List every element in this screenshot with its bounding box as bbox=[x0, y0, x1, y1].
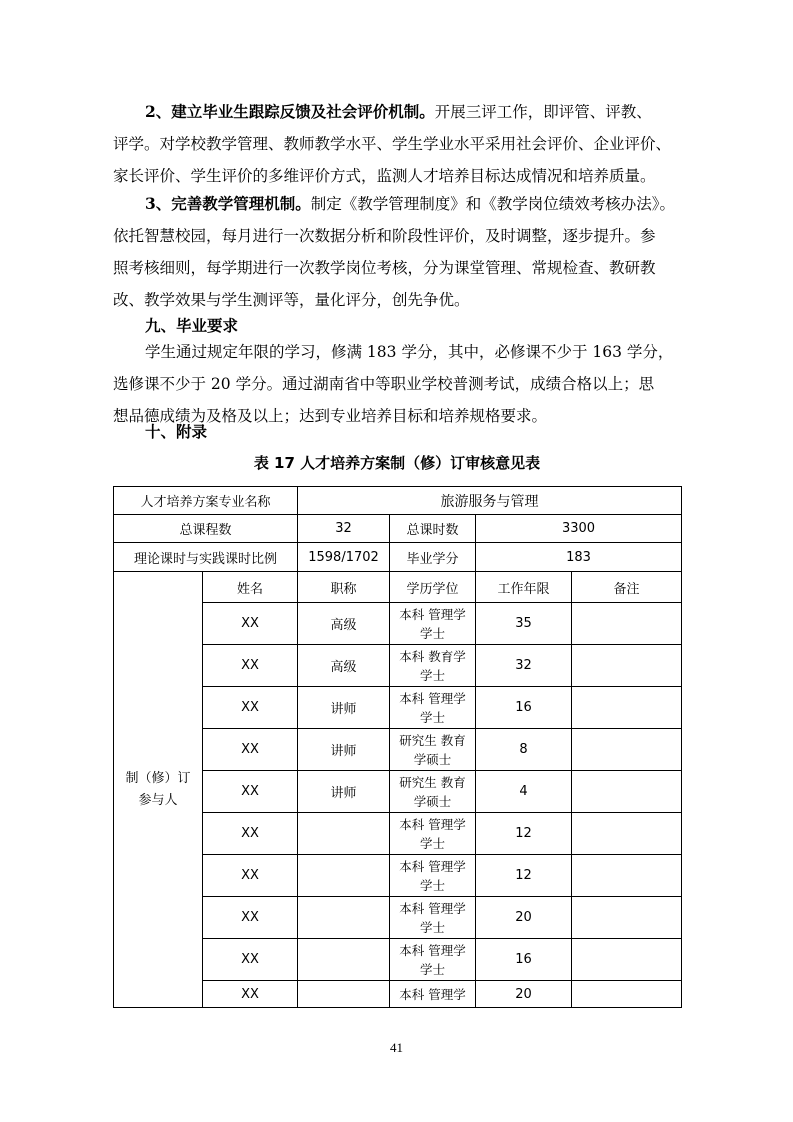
participant-name: XX bbox=[203, 981, 298, 1008]
participant-degree bbox=[390, 855, 476, 897]
participant-title: 高级 bbox=[298, 645, 390, 687]
section-3-line-2: 依托智慧校园，每月进行一次数据分析和阶段性评价，及时调整，逐步提升。参 bbox=[113, 227, 656, 245]
review-table bbox=[113, 486, 682, 1008]
participant-years: 4 bbox=[476, 771, 572, 813]
participant-note bbox=[572, 981, 682, 1008]
degree-line-1: 本科 管理学 bbox=[399, 816, 466, 832]
graduation-line-2: 选修课不少于 20 学分。通过湖南省中等职业学校普测考试，成绩合格以上；思 bbox=[113, 375, 655, 393]
heading-graduation-requirements: 九、毕业要求 bbox=[145, 317, 239, 335]
graduation-line-1: 学生通过规定年限的学习，修满 183 学分，其中，必修课不少于 163 学分， bbox=[145, 343, 674, 361]
participant-note bbox=[572, 813, 682, 855]
participant-years: 16 bbox=[476, 939, 572, 981]
degree-line-2: 学硕士 bbox=[413, 751, 452, 767]
participant-title bbox=[298, 939, 390, 981]
participant-years: 16 bbox=[476, 687, 572, 729]
participant-note bbox=[572, 939, 682, 981]
degree-line-2: 学士 bbox=[420, 667, 446, 683]
participant-years: 12 bbox=[476, 813, 572, 855]
participant-note bbox=[572, 645, 682, 687]
degree-line-1: 本科 管理学 bbox=[399, 606, 466, 622]
header-name: 姓名 bbox=[203, 572, 298, 603]
section-2-paragraph bbox=[113, 96, 681, 192]
section-3-paragraph bbox=[113, 188, 681, 316]
page-number: 41 bbox=[390, 1040, 403, 1055]
section-2-line-1: 开展三评工作，即评管、评教、 bbox=[434, 103, 652, 121]
participant-name: XX bbox=[203, 939, 298, 981]
participant-degree bbox=[390, 687, 476, 729]
degree-line-1: 研究生 教育 bbox=[399, 774, 466, 790]
header-note: 备注 bbox=[572, 572, 682, 603]
participant-name: XX bbox=[203, 645, 298, 687]
participant-years: 20 bbox=[476, 897, 572, 939]
degree-line-1: 本科 管理学 bbox=[399, 858, 466, 874]
participant-degree bbox=[390, 939, 476, 981]
program-name-label: 人才培养方案专业名称 bbox=[114, 487, 298, 515]
participant-title: 讲师 bbox=[298, 771, 390, 813]
participant-name: XX bbox=[203, 771, 298, 813]
total-hours-value: 3300 bbox=[476, 515, 682, 543]
participant-degree: 本科 管理学 bbox=[390, 981, 476, 1008]
degree-line-2: 学士 bbox=[420, 835, 446, 851]
participants-label bbox=[114, 572, 203, 1008]
participant-degree bbox=[390, 771, 476, 813]
participant-title: 高级 bbox=[298, 603, 390, 645]
participant-note bbox=[572, 855, 682, 897]
total-hours-label: 总课时数 bbox=[390, 515, 476, 543]
participant-degree bbox=[390, 897, 476, 939]
degree-line-2: 学士 bbox=[420, 877, 446, 893]
participant-note bbox=[572, 729, 682, 771]
total-courses-value: 32 bbox=[298, 515, 390, 543]
degree-line-2: 学士 bbox=[420, 961, 446, 977]
participant-years: 8 bbox=[476, 729, 572, 771]
participant-title bbox=[298, 897, 390, 939]
credits-value: 183 bbox=[476, 543, 682, 572]
graduation-paragraph bbox=[113, 336, 681, 432]
program-name-value: 旅游服务与管理 bbox=[298, 487, 682, 515]
participants-label-line-1: 制（修）订 bbox=[125, 770, 191, 786]
participant-years: 12 bbox=[476, 855, 572, 897]
participant-name: XX bbox=[203, 813, 298, 855]
graduation-line-3: 想品德成绩为及格及以上；达到专业培养目标和培养规格要求。 bbox=[113, 407, 548, 425]
participants-label-line-2: 参与人 bbox=[138, 792, 178, 808]
participant-note bbox=[572, 897, 682, 939]
degree-line-1: 研究生 教育 bbox=[399, 732, 466, 748]
participant-name: XX bbox=[203, 687, 298, 729]
section-2-line-3: 家长评价、学生评价的多维评价方式，监测人才培养目标达成情况和培养质量。 bbox=[113, 167, 656, 185]
total-courses-label: 总课程数 bbox=[114, 515, 298, 543]
degree-line-1: 本科 管理学 bbox=[399, 942, 466, 958]
participant-years: 20 bbox=[476, 981, 572, 1008]
degree-line-1: 本科 管理学 bbox=[399, 900, 466, 916]
header-years: 工作年限 bbox=[476, 572, 572, 603]
participant-degree bbox=[390, 645, 476, 687]
table-title: 表 17 人才培养方案制（修）订审核意见表 bbox=[253, 454, 541, 472]
degree-line-1: 本科 管理学 bbox=[399, 690, 466, 706]
participant-years: 35 bbox=[476, 603, 572, 645]
participant-name: XX bbox=[203, 603, 298, 645]
credits-label: 毕业学分 bbox=[390, 543, 476, 572]
header-degree: 学历学位 bbox=[390, 572, 476, 603]
participant-title bbox=[298, 981, 390, 1008]
participant-note bbox=[572, 687, 682, 729]
participant-degree bbox=[390, 813, 476, 855]
participant-name: XX bbox=[203, 729, 298, 771]
participant-title: 讲师 bbox=[298, 729, 390, 771]
section-3-line-1: 制定《教学管理制度》和《教学岗位绩效考核办法》。 bbox=[310, 195, 676, 213]
participant-title: 讲师 bbox=[298, 687, 390, 729]
participant-degree bbox=[390, 603, 476, 645]
header-title: 职称 bbox=[298, 572, 390, 603]
section-3-line-4: 改、教学效果与学生测评等，量化评分，创先争优。 bbox=[113, 291, 470, 309]
section-2-line-2: 评学。对学校教学管理、教师教学水平、学生学业水平采用社会评价、企业评价、 bbox=[113, 135, 672, 153]
participant-note bbox=[572, 771, 682, 813]
participant-name: XX bbox=[203, 897, 298, 939]
degree-line-1: 本科 教育学 bbox=[399, 648, 466, 664]
degree-line-2: 学士 bbox=[420, 919, 446, 935]
heading-appendix: 十、附录 bbox=[145, 423, 208, 441]
section-3-lead: 3、完善教学管理机制。 bbox=[145, 194, 311, 213]
degree-line-2: 学士 bbox=[420, 625, 446, 641]
participant-title bbox=[298, 855, 390, 897]
participant-degree bbox=[390, 729, 476, 771]
section-2-lead: 2、建立毕业生跟踪反馈及社会评价机制。 bbox=[145, 102, 435, 121]
ratio-value: 1598/1702 bbox=[298, 543, 390, 572]
participant-title bbox=[298, 813, 390, 855]
ratio-label: 理论课时与实践课时比例 bbox=[114, 543, 298, 572]
degree-line-2: 学硕士 bbox=[413, 793, 452, 809]
participant-years: 32 bbox=[476, 645, 572, 687]
degree-line-2: 学士 bbox=[420, 709, 446, 725]
participant-note bbox=[572, 603, 682, 645]
participant-name: XX bbox=[203, 855, 298, 897]
section-3-line-3: 照考核细则，每学期进行一次教学岗位考核，分为课堂管理、常规检查、教研教 bbox=[113, 259, 656, 277]
